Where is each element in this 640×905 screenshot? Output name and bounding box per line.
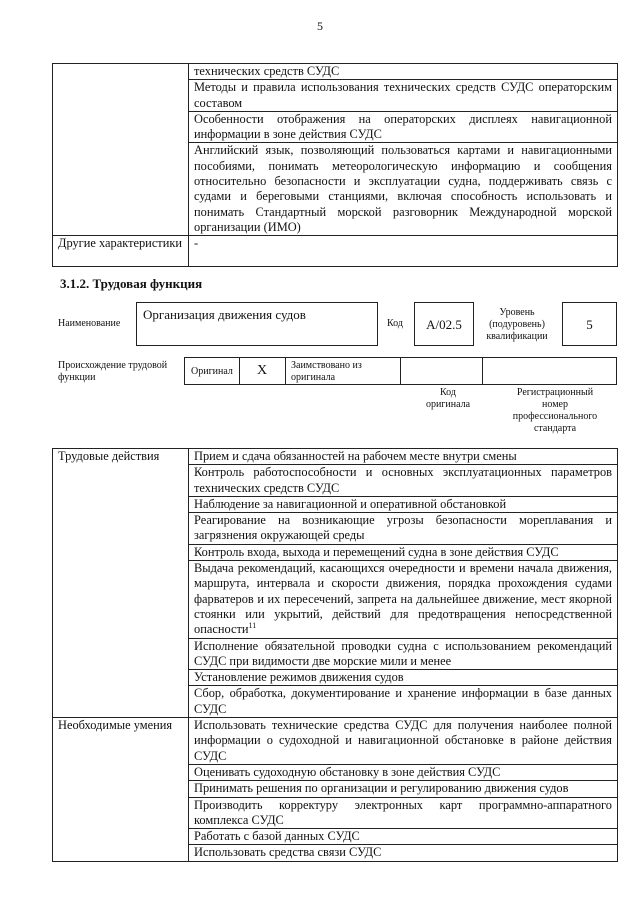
level-value: 5 [586,316,593,332]
code-label: Код [387,318,403,329]
table-cell: технических средств СУДС [189,64,618,80]
labor-action: Исполнение обязательной проводки судна с использованием рекомендаций СУДС при видимости две морские мили и менее [189,638,618,670]
borrowed-label: Заимствовано из оригинала [291,360,362,383]
skill: Производить корректуру электронных карт программно-аппаратного комплекса СУДС [189,797,618,829]
original-mark: X [257,363,268,378]
labor-action-with-footnote [189,561,618,638]
labor-actions-label: Трудовые действия [53,449,189,718]
section-title: 3.1.2. Трудовая функция [60,276,203,291]
skill: Принимать решения по организации и регулированию движения судов [189,781,618,797]
code-value: A/02.5 [426,316,462,332]
code-box [414,302,474,346]
labor-action-text: Выдача рекомендаций, касающихся очередности и времени начала движения, маршрута, интервала и скорости движения, порядка прохождения судами фарватеров и их пересечений, запрета на дальнейшее движение, мест якорной стоянки или укрытий, действий для предотвращения непосредственной опасности [194,561,612,637]
name-label: Наименование [58,318,121,329]
labor-action: Сбор, обработка, документирование и хранение информации в базе данных СУДС [189,686,618,718]
level-box [562,302,617,346]
table-row [53,449,618,465]
skill: Использовать средства связи СУДС [189,845,618,861]
table-cell-left [53,64,189,236]
labor-action: Контроль входа, выхода и перемещений судна в зоне действия СУДС [189,544,618,560]
registration-caption: Регистрационный номер профессионального стандарта [512,387,598,434]
table-cell: Особенности отображения на операторских дисплеях навигационной информации в зоне действия СУДС [189,111,618,143]
other-characteristics-value: - [189,236,618,267]
labor-function-table [52,448,618,862]
table-cell: Английский язык, позволяющий пользоваться картами и навигационными пособиями, понимать метеорологическую информацию и сообщения относительно безопасности и эксплуатации судна, поддерживать связь с судами и береговыми станциями, включая способность использовать и понимать Стандартный морской разговорник Международной морской организации (ИМО) [189,143,618,236]
other-characteristics-label: Другие характеристики [53,236,189,267]
labor-action: Прием и сдача обязанностей на рабочем месте внутри смены [189,449,618,465]
table-cell: Методы и правила использования технических средств СУДС операторским составом [189,80,618,112]
code-original-caption: Код оригинала [425,387,471,410]
origin-box [184,357,617,385]
labor-action: Контроль работоспособности и основных эксплуатационных параметров технических средств СУДС [189,465,618,497]
function-name-value: Организация движения судов [143,307,306,322]
original-label: Оригинал [191,366,233,377]
table-row [53,236,618,267]
labor-action: Установление режимов движения судов [189,670,618,686]
footnote-mark: 11 [248,621,257,631]
labor-action: Наблюдение за навигационной и оперативной обстановкой [189,496,618,512]
table-row [53,718,618,765]
skill: Оценивать судоходную обстановку в зоне действия СУДС [189,764,618,780]
skills-label: Необходимые умения [53,718,189,862]
origin-label: Происхождение трудовой функции [58,360,168,383]
knowledge-table-continuation [52,63,618,267]
labor-action: Реагирование на возникающие угрозы безопасности мореплавания и загрязнения окружающей среды [189,513,618,545]
skill: Использовать технические средства СУДС для получения наиболее полной информации о судоходной и навигационной обстановке в районе действия СУДС [189,718,618,765]
function-name-box [136,302,378,346]
table-row [53,64,618,80]
level-label: Уровень (подуровень) квалификации [486,307,548,342]
skill: Работать с базой данных СУДС [189,829,618,845]
page-number: 5 [317,19,323,33]
